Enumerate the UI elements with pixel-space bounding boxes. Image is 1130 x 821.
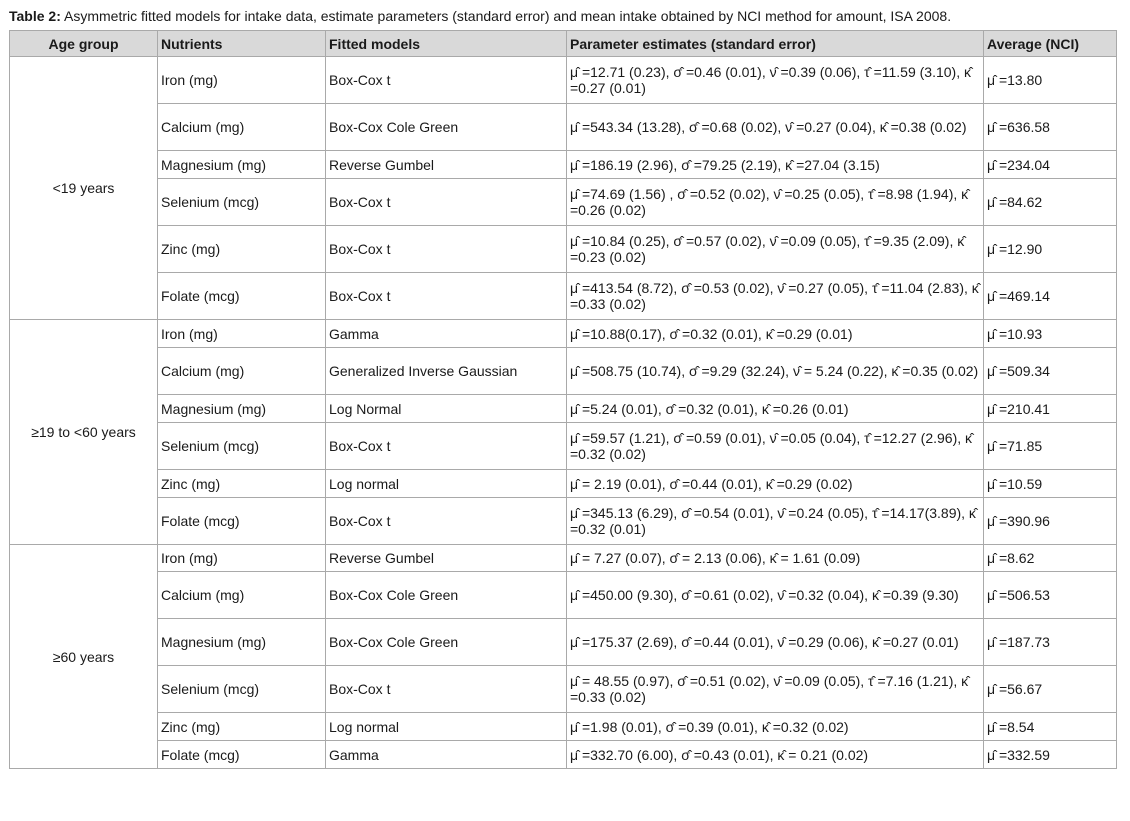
- table-row: [10, 572, 1117, 619]
- model-cell: Box-Cox t: [326, 273, 567, 320]
- model-cell: Box-Cox t: [326, 423, 567, 470]
- params-cell: μ̂ =12.71 (0.23), σ̂ =0.46 (0.01), ν̂ =0.39 (0.06), τ̂ =11.59 (3.10), κ̂ =0.27 (0.01): [567, 57, 984, 104]
- table-row: [10, 498, 1117, 545]
- params-cell: μ̂ =508.75 (10.74), σ̂ =9.29 (32.24), ν̂ = 5.24 (0.22), κ̂ =0.35 (0.02): [567, 348, 984, 395]
- params-cell: μ̂ =413.54 (8.72), σ̂ =0.53 (0.02), ν̂ =0.27 (0.05), τ̂ =11.04 (2.83), κ̂ =0.33 (0.02): [567, 273, 984, 320]
- params-cell: μ̂ = 7.27 (0.07), σ̂ = 2.13 (0.06), κ̂ = 1.61 (0.09): [567, 545, 984, 572]
- table-caption: [9, 7, 951, 25]
- table-row: [10, 273, 1117, 320]
- table-row: [10, 226, 1117, 273]
- average-cell: μ̂ =390.96: [984, 498, 1117, 545]
- nutrient-cell: Folate (mcg): [158, 273, 326, 320]
- nutrient-cell: Calcium (mg): [158, 572, 326, 619]
- nutrient-model-table: [9, 30, 1117, 769]
- header-fitted-models: Fitted models: [326, 31, 567, 57]
- average-cell: μ̂ =10.93: [984, 320, 1117, 348]
- table-row: [10, 470, 1117, 498]
- average-cell: μ̂ =84.62: [984, 179, 1117, 226]
- average-cell: μ̂ =636.58: [984, 104, 1117, 151]
- age-group-cell: ≥60 years: [10, 545, 158, 769]
- average-cell: μ̂ =10.59: [984, 470, 1117, 498]
- model-cell: Box-Cox Cole Green: [326, 619, 567, 666]
- model-cell: Log normal: [326, 470, 567, 498]
- nutrient-cell: Iron (mg): [158, 320, 326, 348]
- model-cell: Log Normal: [326, 395, 567, 423]
- nutrient-cell: Selenium (mcg): [158, 666, 326, 713]
- params-cell: μ̂ =450.00 (9.30), σ̂ =0.61 (0.02), ν̂ =0.32 (0.04), κ̂ =0.39 (9.30): [567, 572, 984, 619]
- params-cell: μ̂ = 48.55 (0.97), σ̂ =0.51 (0.02), ν̂ =0.09 (0.05), τ̂ =7.16 (1.21), κ̂ =0.33 (0.02): [567, 666, 984, 713]
- table-row: [10, 320, 1117, 348]
- table-row: [10, 151, 1117, 179]
- params-cell: μ̂ =59.57 (1.21), σ̂ =0.59 (0.01), ν̂ =0.05 (0.04), τ̂ =12.27 (2.96), κ̂ =0.32 (0.02): [567, 423, 984, 470]
- average-cell: μ̂ =234.04: [984, 151, 1117, 179]
- model-cell: Gamma: [326, 741, 567, 769]
- table-row: [10, 619, 1117, 666]
- header-age-group: Age group: [10, 31, 158, 57]
- age-group-cell: ≥19 to <60 years: [10, 320, 158, 545]
- average-cell: μ̂ =210.41: [984, 395, 1117, 423]
- caption-text: Asymmetric fitted models for intake data, estimate parameters (standard error) and mean intake obtained by NCI method for amount, ISA 2008.: [60, 8, 952, 24]
- params-cell: μ̂ =332.70 (6.00), σ̂ =0.43 (0.01), κ̂ = 0.21 (0.02): [567, 741, 984, 769]
- params-cell: μ̂ =1.98 (0.01), σ̂ =0.39 (0.01), κ̂ =0.32 (0.02): [567, 713, 984, 741]
- params-cell: μ̂ =175.37 (2.69), σ̂ =0.44 (0.01), ν̂ =0.29 (0.06), κ̂ =0.27 (0.01): [567, 619, 984, 666]
- average-cell: μ̂ =469.14: [984, 273, 1117, 320]
- header-row: [10, 31, 1117, 57]
- nutrient-cell: Calcium (mg): [158, 348, 326, 395]
- model-cell: Reverse Gumbel: [326, 151, 567, 179]
- nutrient-cell: Iron (mg): [158, 545, 326, 572]
- age-group-cell: <19 years: [10, 57, 158, 320]
- model-cell: Log normal: [326, 713, 567, 741]
- caption-label: Table 2:: [9, 8, 61, 24]
- average-cell: μ̂ =8.62: [984, 545, 1117, 572]
- params-cell: μ̂ =74.69 (1.56) , σ̂ =0.52 (0.02), ν̂ =0.25 (0.05), τ̂ =8.98 (1.94), κ̂ =0.26 (0.02): [567, 179, 984, 226]
- model-cell: Box-Cox t: [326, 57, 567, 104]
- table-row: [10, 104, 1117, 151]
- nutrient-cell: Iron (mg): [158, 57, 326, 104]
- params-cell: μ̂ =5.24 (0.01), σ̂ =0.32 (0.01), κ̂ =0.26 (0.01): [567, 395, 984, 423]
- average-cell: μ̂ =187.73: [984, 619, 1117, 666]
- table-row: [10, 57, 1117, 104]
- average-cell: μ̂ =332.59: [984, 741, 1117, 769]
- header-average: Average (NCI): [984, 31, 1117, 57]
- table-row: [10, 423, 1117, 470]
- model-cell: Box-Cox t: [326, 498, 567, 545]
- header-parameter-estimates: Parameter estimates (standard error): [567, 31, 984, 57]
- nutrient-cell: Selenium (mcg): [158, 423, 326, 470]
- table-row: [10, 395, 1117, 423]
- nutrient-cell: Folate (mcg): [158, 498, 326, 545]
- nutrient-cell: Magnesium (mg): [158, 151, 326, 179]
- nutrient-cell: Folate (mcg): [158, 741, 326, 769]
- average-cell: μ̂ =71.85: [984, 423, 1117, 470]
- table-row: [10, 666, 1117, 713]
- model-cell: Generalized Inverse Gaussian: [326, 348, 567, 395]
- table-row: [10, 741, 1117, 769]
- model-cell: Gamma: [326, 320, 567, 348]
- nutrient-cell: Zinc (mg): [158, 470, 326, 498]
- average-cell: μ̂ =56.67: [984, 666, 1117, 713]
- nutrient-cell: Magnesium (mg): [158, 619, 326, 666]
- table-row: [10, 179, 1117, 226]
- table-row: [10, 348, 1117, 395]
- nutrient-cell: Magnesium (mg): [158, 395, 326, 423]
- table-row: [10, 713, 1117, 741]
- nutrient-cell: Zinc (mg): [158, 713, 326, 741]
- model-cell: Box-Cox t: [326, 666, 567, 713]
- model-cell: Reverse Gumbel: [326, 545, 567, 572]
- model-cell: Box-Cox Cole Green: [326, 104, 567, 151]
- model-cell: Box-Cox t: [326, 226, 567, 273]
- header-nutrients: Nutrients: [158, 31, 326, 57]
- model-cell: Box-Cox Cole Green: [326, 572, 567, 619]
- average-cell: μ̂ =13.80: [984, 57, 1117, 104]
- nutrient-cell: Zinc (mg): [158, 226, 326, 273]
- nutrient-cell: Calcium (mg): [158, 104, 326, 151]
- params-cell: μ̂ = 2.19 (0.01), σ̂ =0.44 (0.01), κ̂ =0.29 (0.02): [567, 470, 984, 498]
- params-cell: μ̂ =10.84 (0.25), σ̂ =0.57 (0.02), ν̂ =0.09 (0.05), τ̂ =9.35 (2.09), κ̂ =0.23 (0.02): [567, 226, 984, 273]
- params-cell: μ̂ =186.19 (2.96), σ̂ =79.25 (2.19), κ̂ =27.04 (3.15): [567, 151, 984, 179]
- params-cell: μ̂ =345.13 (6.29), σ̂ =0.54 (0.01), ν̂ =0.24 (0.05), τ̂ =14.17(3.89), κ̂ =0.32 (0.01): [567, 498, 984, 545]
- model-cell: Box-Cox t: [326, 179, 567, 226]
- nutrient-cell: Selenium (mcg): [158, 179, 326, 226]
- average-cell: μ̂ =8.54: [984, 713, 1117, 741]
- params-cell: μ̂ =543.34 (13.28), σ̂ =0.68 (0.02), ν̂ =0.27 (0.04), κ̂ =0.38 (0.02): [567, 104, 984, 151]
- average-cell: μ̂ =506.53: [984, 572, 1117, 619]
- table-row: [10, 545, 1117, 572]
- average-cell: μ̂ =509.34: [984, 348, 1117, 395]
- params-cell: μ̂ =10.88(0.17), σ̂ =0.32 (0.01), κ̂ =0.29 (0.01): [567, 320, 984, 348]
- average-cell: μ̂ =12.90: [984, 226, 1117, 273]
